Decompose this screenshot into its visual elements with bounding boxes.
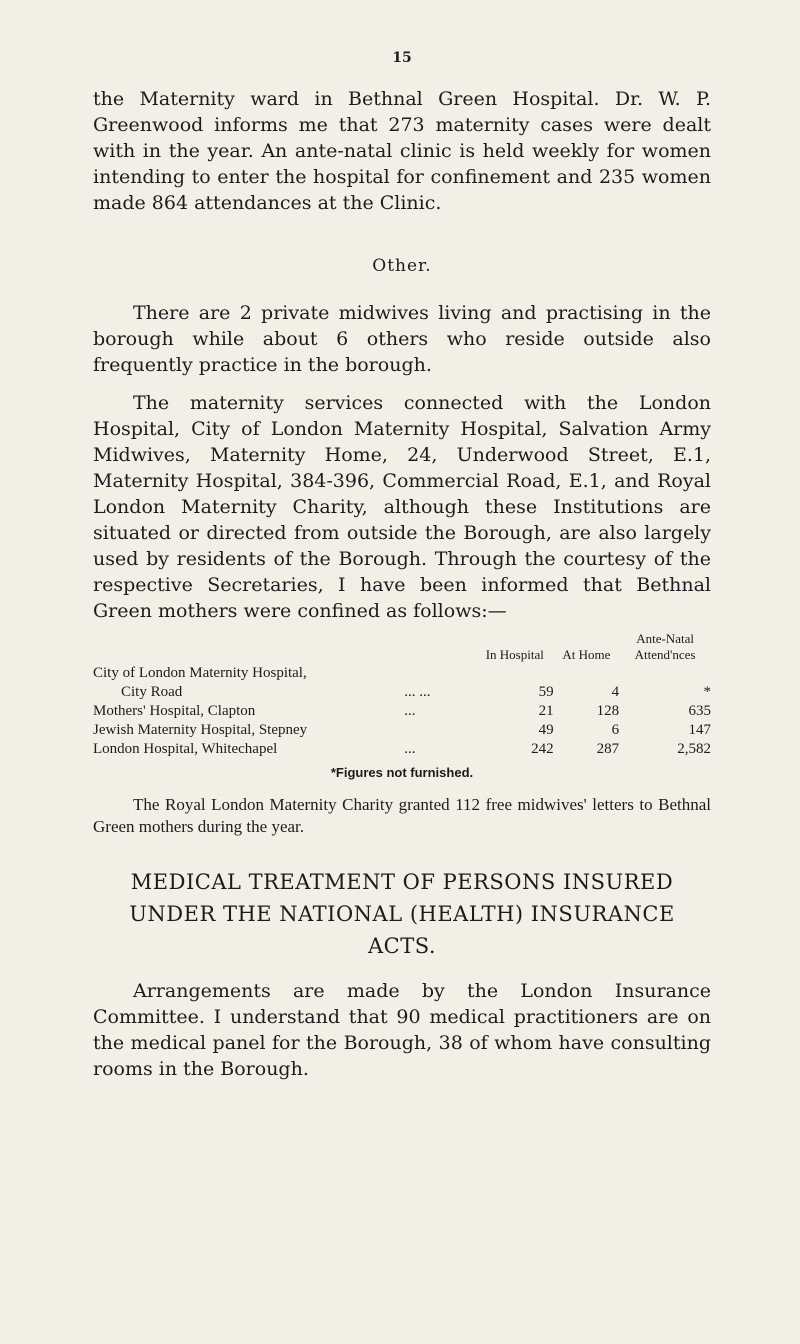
- header-ante-natal: Ante-Natal Attend'nces: [634, 631, 696, 662]
- cell-ante-natal: 2,582: [677, 741, 711, 757]
- confinements-table: [93, 630, 711, 759]
- paragraph-private-midwives: There are 2 private midwives living and practising in the borough while about 6 others who reside outside also frequently practice in the borough.: [93, 302, 711, 376]
- cell-in-hospital: 21: [538, 703, 554, 719]
- cell-in-hospital: 59: [538, 684, 554, 700]
- cell-ante-natal: 635: [688, 703, 711, 719]
- cell-in-hospital: 242: [531, 741, 554, 757]
- table-row: [93, 683, 711, 702]
- row-name: Jewish Maternity Hospital, Stepney: [93, 722, 308, 738]
- header-in-hospital: In Hospital: [485, 647, 544, 662]
- row-name: Mothers' Hospital, Clapton: [93, 703, 256, 719]
- row-name: City of London Maternity Hospital,: [93, 665, 307, 681]
- row-dots: ...: [404, 741, 416, 757]
- cell-ante-natal: 147: [688, 722, 711, 738]
- cell-at-home: 4: [611, 684, 620, 700]
- section-heading-medical-treatment: MEDICAL TREATMENT OF PERSONS INSURED UNDER THE NATIONAL (HEALTH) INSURANCE ACTS.: [129, 870, 675, 958]
- paragraph-bethnal-green-hospital: the Maternity ward in Bethnal Green Hospital. Dr. W. P. Greenwood informs me that 273 maternity cases were dealt with in the year. An ante-natal clinic is held weekly for women intending to enter the hospital for confinement and 235 women made 864 attendances at the Clinic.: [93, 88, 711, 214]
- cell-in-hospital: 49: [538, 722, 554, 738]
- paragraph-insurance-arrangements: Arrangements are made by the London Insurance Committee. I understand that 90 medical practitioners are on the medical panel for the Borough, 38 of whom have consulting rooms in the Borough.: [93, 980, 711, 1080]
- table-row: [93, 740, 711, 759]
- paragraph-royal-london-charity: The Royal London Maternity Charity granted 112 free midwives' letters to Bethnal Green mothers during the year.: [93, 795, 711, 836]
- row-dots: ...: [404, 703, 416, 719]
- cell-ante-natal: *: [703, 684, 711, 700]
- table-footnote: *Figures not furnished.: [330, 765, 474, 780]
- row-dots: ... ...: [404, 684, 431, 700]
- document-page: [93, 50, 711, 1082]
- cell-at-home: 128: [596, 703, 620, 719]
- table-row: [93, 721, 711, 740]
- page-number: 15: [392, 50, 412, 66]
- cell-at-home: 6: [611, 722, 620, 738]
- header-at-home: At Home: [562, 647, 611, 662]
- section-heading-other: Other.: [372, 256, 432, 276]
- cell-at-home: 287: [596, 741, 620, 757]
- paragraph-maternity-services: The maternity services connected with the London Hospital, City of London Maternity Hospital, Salvation Army Midwives, Maternity Home, 24, Underwood Street, E.1, Maternity Hospital, 384-396, Commercial Road, E.1, and Royal London Maternity Charity, although these Institutions are situated or directed from outside the Borough, are also largely used by residents of the Borough. Through the courtesy of the respective Secretaries, I have been informed that Bethnal Green mothers were confined as follows:—: [93, 392, 711, 622]
- table-row: [93, 664, 711, 683]
- row-name-sub: City Road: [121, 684, 183, 700]
- table-header-row: [93, 630, 711, 664]
- table-row: [93, 702, 711, 721]
- row-name: London Hospital, Whitechapel: [93, 741, 278, 757]
